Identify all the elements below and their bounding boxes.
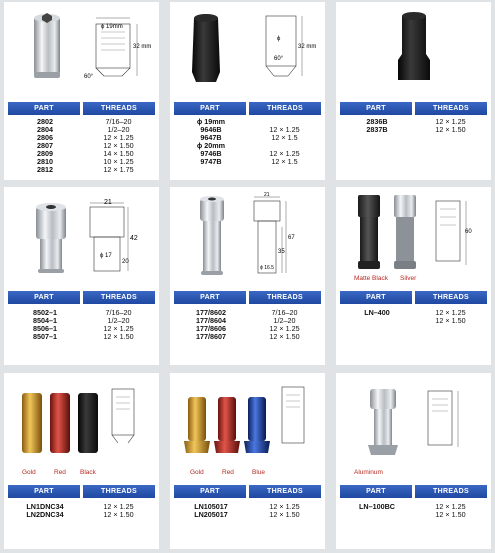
caption-gold: Gold (22, 469, 36, 476)
table-row: 2802 7/16–20 (37, 117, 132, 126)
table-row: LN–100BC 12 × 1.25 (359, 502, 466, 511)
group-label: ϕ 20mm (196, 141, 226, 150)
table-row: 2807 12 × 1.50 (37, 141, 134, 150)
dim-height: 67 (288, 235, 295, 241)
table-header (174, 102, 321, 115)
spec-table (340, 118, 487, 134)
table-header (8, 485, 155, 498)
dim-height: 32 mm (298, 44, 317, 50)
table-row: 8506–1 12 × 1.25 (33, 324, 134, 333)
table-row: 2812 12 × 1.75 (37, 165, 134, 174)
dim-lower: 35 (278, 249, 285, 255)
dim-diameter: ϕ 16.5 (260, 265, 274, 271)
table-row: 2837B 12 × 1.50 (366, 125, 466, 134)
part-header: PART (340, 485, 412, 498)
table-row: 12 × 1.50 (435, 510, 466, 519)
product-image-colored-nuts (4, 373, 159, 471)
part-header: PART (174, 291, 246, 304)
threads-header: THREADS (83, 485, 155, 498)
threads-header: THREADS (415, 291, 487, 304)
part-header: PART (8, 485, 80, 498)
spec-table (8, 503, 155, 519)
table-row: LN1DNC34 12 × 1.25 (26, 502, 134, 511)
threads-header: THREADS (249, 291, 321, 304)
table-row: 2806 12 × 1.25 (37, 133, 134, 142)
part-header: PART (8, 291, 80, 304)
table-row: 9646B 12 × 1.25 (200, 125, 300, 134)
caption-red: Red (54, 469, 66, 476)
caption-matte-black: Matte Black (354, 275, 388, 282)
table-row: 177/8602 7/16–20 (196, 308, 298, 317)
table-row: 177/8607 12 × 1.50 (196, 332, 300, 341)
table-row: 2836B 12 × 1.25 (366, 117, 466, 126)
product-image-black-lug-nut (170, 2, 325, 100)
product-card-ln100bc (336, 373, 491, 549)
spec-table (340, 309, 487, 325)
table-row: 8504–1 1/2–20 (33, 316, 130, 325)
table-header (174, 291, 321, 304)
part-header: PART (340, 102, 412, 115)
dim-height: 42 (130, 235, 138, 242)
dim-height: 32 mm (133, 44, 152, 50)
dim-height: 60 (465, 229, 472, 235)
product-image-chrome-lug-nut (4, 2, 159, 100)
product-image-chrome-long-nut (170, 187, 325, 285)
dim-angle: 60° (274, 56, 284, 62)
table-row: 2809 14 × 1.50 (37, 149, 134, 158)
product-image-colored-nuts (170, 373, 325, 471)
threads-header: THREADS (415, 485, 487, 498)
product-card-ln400 (336, 187, 491, 365)
table-row: LN–400 12 × 1.25 (364, 308, 466, 317)
dim-diameter: ϕ (277, 36, 281, 42)
table-row: 9747B 12 × 1.5 (200, 157, 298, 166)
product-card-8500 (4, 187, 159, 365)
table-row: 177/8604 1/2–20 (196, 316, 296, 325)
dim-width: 21 (264, 192, 270, 198)
table-row: 8507–1 12 × 1.50 (33, 332, 134, 341)
caption-gold: Gold (190, 469, 204, 476)
table-header (340, 102, 487, 115)
table-header (174, 485, 321, 498)
spec-table (8, 309, 155, 341)
product-card-177 (170, 187, 325, 365)
table-header (8, 102, 155, 115)
product-card-ln-dnc34 (4, 373, 159, 549)
dim-lower: 20 (122, 259, 129, 265)
table-row: LN2DNC34 12 × 1.50 (26, 510, 134, 519)
part-header: PART (174, 485, 246, 498)
spec-table (174, 118, 321, 166)
part-header: PART (340, 291, 412, 304)
part-header: PART (174, 102, 246, 115)
spec-table (174, 309, 321, 341)
caption-silver: Silver (400, 275, 417, 282)
dim-diameter: ϕ 17 (100, 253, 112, 259)
part-header: PART (8, 102, 80, 115)
spec-table (174, 503, 321, 519)
table-header (340, 485, 487, 498)
caption-blue: Blue (252, 469, 266, 476)
dim-diameter: ϕ 19mm (101, 24, 123, 30)
dim-angle: 60° (84, 74, 94, 80)
table-header (8, 291, 155, 304)
spec-table (8, 118, 155, 174)
threads-header: THREADS (83, 291, 155, 304)
caption-black: Black (80, 469, 96, 476)
threads-header: THREADS (415, 102, 487, 115)
product-card-9600 (170, 2, 325, 180)
spec-table (340, 503, 487, 519)
table-row: LN105017 12 × 1.25 (194, 502, 300, 511)
product-image-two-tone-nuts (336, 187, 491, 285)
table-row: LN205017 12 × 1.50 (194, 510, 300, 519)
table-header (340, 291, 487, 304)
group-label: ϕ 19mm (196, 117, 226, 126)
product-image-aluminum-nut (336, 373, 491, 471)
table-row: 177/8606 12 × 1.25 (196, 324, 300, 333)
caption-aluminum: Aluminum (354, 469, 383, 476)
table-row: 2804 1/2–20 (37, 125, 130, 134)
dim-width: 21 (104, 199, 112, 206)
table-row: 8502–1 7/16–20 (33, 308, 132, 317)
threads-header: THREADS (249, 485, 321, 498)
product-card-ln05017 (170, 373, 325, 549)
table-row: 2810 10 × 1.25 (37, 157, 134, 166)
threads-header: THREADS (249, 102, 321, 115)
table-row: 9746B 12 × 1.25 (200, 149, 300, 158)
threads-header: THREADS (83, 102, 155, 115)
table-row: 12 × 1.50 (435, 316, 466, 325)
caption-red: Red (222, 469, 234, 476)
table-row: 9647B 12 × 1.5 (200, 133, 298, 142)
product-image-black-lug-nut (336, 2, 491, 100)
product-card-2800 (4, 2, 159, 180)
product-card-2836 (336, 2, 491, 180)
